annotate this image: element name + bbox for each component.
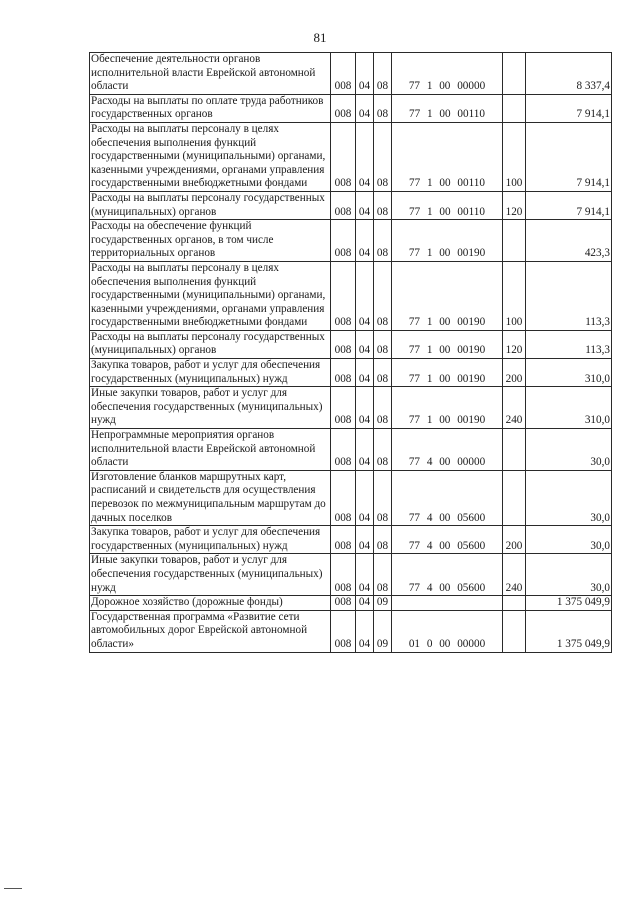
- expense-name: Закупка товаров, работ и услуг для обеспечения государственных (муниципальных) нужд: [90, 526, 331, 554]
- section-code: 04: [356, 330, 374, 358]
- table-row: [90, 610, 612, 652]
- ministry-code: 008: [331, 53, 356, 95]
- section-code: 04: [356, 94, 374, 122]
- amount: 30,0: [526, 554, 612, 596]
- amount: 310,0: [526, 359, 612, 387]
- table-row: [90, 122, 612, 191]
- amount: 30,0: [526, 429, 612, 471]
- ministry-code: 008: [331, 387, 356, 429]
- expense-name: Иные закупки товаров, работ и услуг для обеспечения государственных (муниципальных) нужд: [90, 387, 331, 429]
- table-row: [90, 330, 612, 358]
- expense-name: Расходы на обеспечение функций государственных органов, в том числе территориальных органов: [90, 220, 331, 262]
- expense-type-code: 100: [503, 261, 526, 330]
- expense-type-code: [503, 53, 526, 95]
- ministry-code: 008: [331, 330, 356, 358]
- ministry-code: 008: [331, 94, 356, 122]
- expense-type-code: [503, 94, 526, 122]
- target-code: 77 4 00 05600: [392, 470, 503, 525]
- ministry-code: 008: [331, 359, 356, 387]
- ministry-code: 008: [331, 610, 356, 652]
- target-code: 77 4 00 00000: [392, 429, 503, 471]
- expense-type-code: 240: [503, 554, 526, 596]
- section-code: 04: [356, 596, 374, 611]
- ministry-code: 008: [331, 220, 356, 262]
- expense-type-code: 120: [503, 330, 526, 358]
- target-code: 77 1 00 00190: [392, 387, 503, 429]
- table-row: [90, 191, 612, 219]
- amount: 30,0: [526, 470, 612, 525]
- amount: 8 337,4: [526, 53, 612, 95]
- ministry-code: 008: [331, 526, 356, 554]
- target-code: 77 1 00 00110: [392, 94, 503, 122]
- subsection-code: 08: [374, 220, 392, 262]
- subsection-code: 09: [374, 596, 392, 611]
- table-row: [90, 387, 612, 429]
- ministry-code: 008: [331, 191, 356, 219]
- budget-table-body: [90, 53, 612, 653]
- ministry-code: 008: [331, 261, 356, 330]
- table-row: [90, 429, 612, 471]
- table-row: [90, 554, 612, 596]
- expense-name: Дорожное хозяйство (дорожные фонды): [90, 596, 331, 611]
- margin-mark: [4, 888, 22, 889]
- expense-name: Изготовление бланков маршрутных карт, расписаний и свидетельств для осуществления перевозок по межмуниципальным маршрутам до дачных поселков: [90, 470, 331, 525]
- subsection-code: 08: [374, 122, 392, 191]
- ministry-code: 008: [331, 122, 356, 191]
- expense-name: Расходы на выплаты персоналу государственных (муниципальных) органов: [90, 191, 331, 219]
- table-row: [90, 596, 612, 611]
- amount: 310,0: [526, 387, 612, 429]
- subsection-code: 08: [374, 526, 392, 554]
- target-code: 77 1 00 00190: [392, 261, 503, 330]
- subsection-code: 09: [374, 610, 392, 652]
- table-row: [90, 526, 612, 554]
- subsection-code: 08: [374, 94, 392, 122]
- target-code: 77 1 00 00190: [392, 220, 503, 262]
- subsection-code: 08: [374, 191, 392, 219]
- subsection-code: 08: [374, 554, 392, 596]
- expense-name: Закупка товаров, работ и услуг для обеспечения государственных (муниципальных) нужд: [90, 359, 331, 387]
- table-row: [90, 470, 612, 525]
- section-code: 04: [356, 220, 374, 262]
- table-row: [90, 220, 612, 262]
- expense-name: Иные закупки товаров, работ и услуг для обеспечения государственных (муниципальных) нужд: [90, 554, 331, 596]
- amount: 423,3: [526, 220, 612, 262]
- section-code: 04: [356, 470, 374, 525]
- expense-type-code: [503, 610, 526, 652]
- subsection-code: 08: [374, 330, 392, 358]
- subsection-code: 08: [374, 359, 392, 387]
- expense-type-code: 100: [503, 122, 526, 191]
- target-code: 77 1 00 00110: [392, 122, 503, 191]
- ministry-code: 008: [331, 554, 356, 596]
- page-number: 81: [313, 30, 327, 45]
- section-code: 04: [356, 610, 374, 652]
- subsection-code: 08: [374, 261, 392, 330]
- amount: 1 375 049,9: [526, 610, 612, 652]
- expense-name: Расходы на выплаты персоналу государственных (муниципальных) органов: [90, 330, 331, 358]
- expense-type-code: 120: [503, 191, 526, 219]
- section-code: 04: [356, 191, 374, 219]
- expense-name: Расходы на выплаты персоналу в целях обеспечения выполнения функций государственными (муниципальными) органами, казенными учреждениями, органами управления государственными внебюджетными фондами: [90, 261, 331, 330]
- target-code: [392, 596, 503, 611]
- table-row: [90, 53, 612, 95]
- budget-table: [89, 52, 612, 653]
- subsection-code: 08: [374, 53, 392, 95]
- expense-type-code: [503, 470, 526, 525]
- expense-type-code: 240: [503, 387, 526, 429]
- section-code: 04: [356, 53, 374, 95]
- subsection-code: 08: [374, 429, 392, 471]
- amount: 7 914,1: [526, 191, 612, 219]
- section-code: 04: [356, 387, 374, 429]
- amount: 7 914,1: [526, 122, 612, 191]
- amount: 30,0: [526, 526, 612, 554]
- target-code: 77 1 00 00000: [392, 53, 503, 95]
- target-code: 77 1 00 00190: [392, 359, 503, 387]
- section-code: 04: [356, 359, 374, 387]
- amount: 113,3: [526, 261, 612, 330]
- expense-name: Расходы на выплаты по оплате труда работников государственных органов: [90, 94, 331, 122]
- ministry-code: 008: [331, 596, 356, 611]
- target-code: 77 4 00 05600: [392, 526, 503, 554]
- target-code: 77 1 00 00190: [392, 330, 503, 358]
- expense-name: Государственная программа «Развитие сети автомобильных дорог Еврейской автономной области»: [90, 610, 331, 652]
- section-code: 04: [356, 429, 374, 471]
- expense-type-code: [503, 220, 526, 262]
- expense-name: Расходы на выплаты персоналу в целях обеспечения выполнения функций государственными (муниципальными) органами, казенными учреждениями, органами управления государственными внебюджетными фондами: [90, 122, 331, 191]
- section-code: 04: [356, 526, 374, 554]
- table-row: [90, 261, 612, 330]
- expense-type-code: [503, 596, 526, 611]
- subsection-code: 08: [374, 387, 392, 429]
- amount: 1 375 049,9: [526, 596, 612, 611]
- subsection-code: 08: [374, 470, 392, 525]
- target-code: 77 4 00 05600: [392, 554, 503, 596]
- target-code: 77 1 00 00110: [392, 191, 503, 219]
- expense-type-code: 200: [503, 359, 526, 387]
- expense-name: Непрограммные мероприятия органов исполнительной власти Еврейской автономной области: [90, 429, 331, 471]
- expense-type-code: [503, 429, 526, 471]
- amount: 113,3: [526, 330, 612, 358]
- section-code: 04: [356, 122, 374, 191]
- table-row: [90, 359, 612, 387]
- ministry-code: 008: [331, 470, 356, 525]
- expense-name: Обеспечение деятельности органов исполнительной власти Еврейской автономной области: [90, 53, 331, 95]
- ministry-code: 008: [331, 429, 356, 471]
- target-code: 01 0 00 00000: [392, 610, 503, 652]
- section-code: 04: [356, 261, 374, 330]
- expense-type-code: 200: [503, 526, 526, 554]
- amount: 7 914,1: [526, 94, 612, 122]
- section-code: 04: [356, 554, 374, 596]
- table-row: [90, 94, 612, 122]
